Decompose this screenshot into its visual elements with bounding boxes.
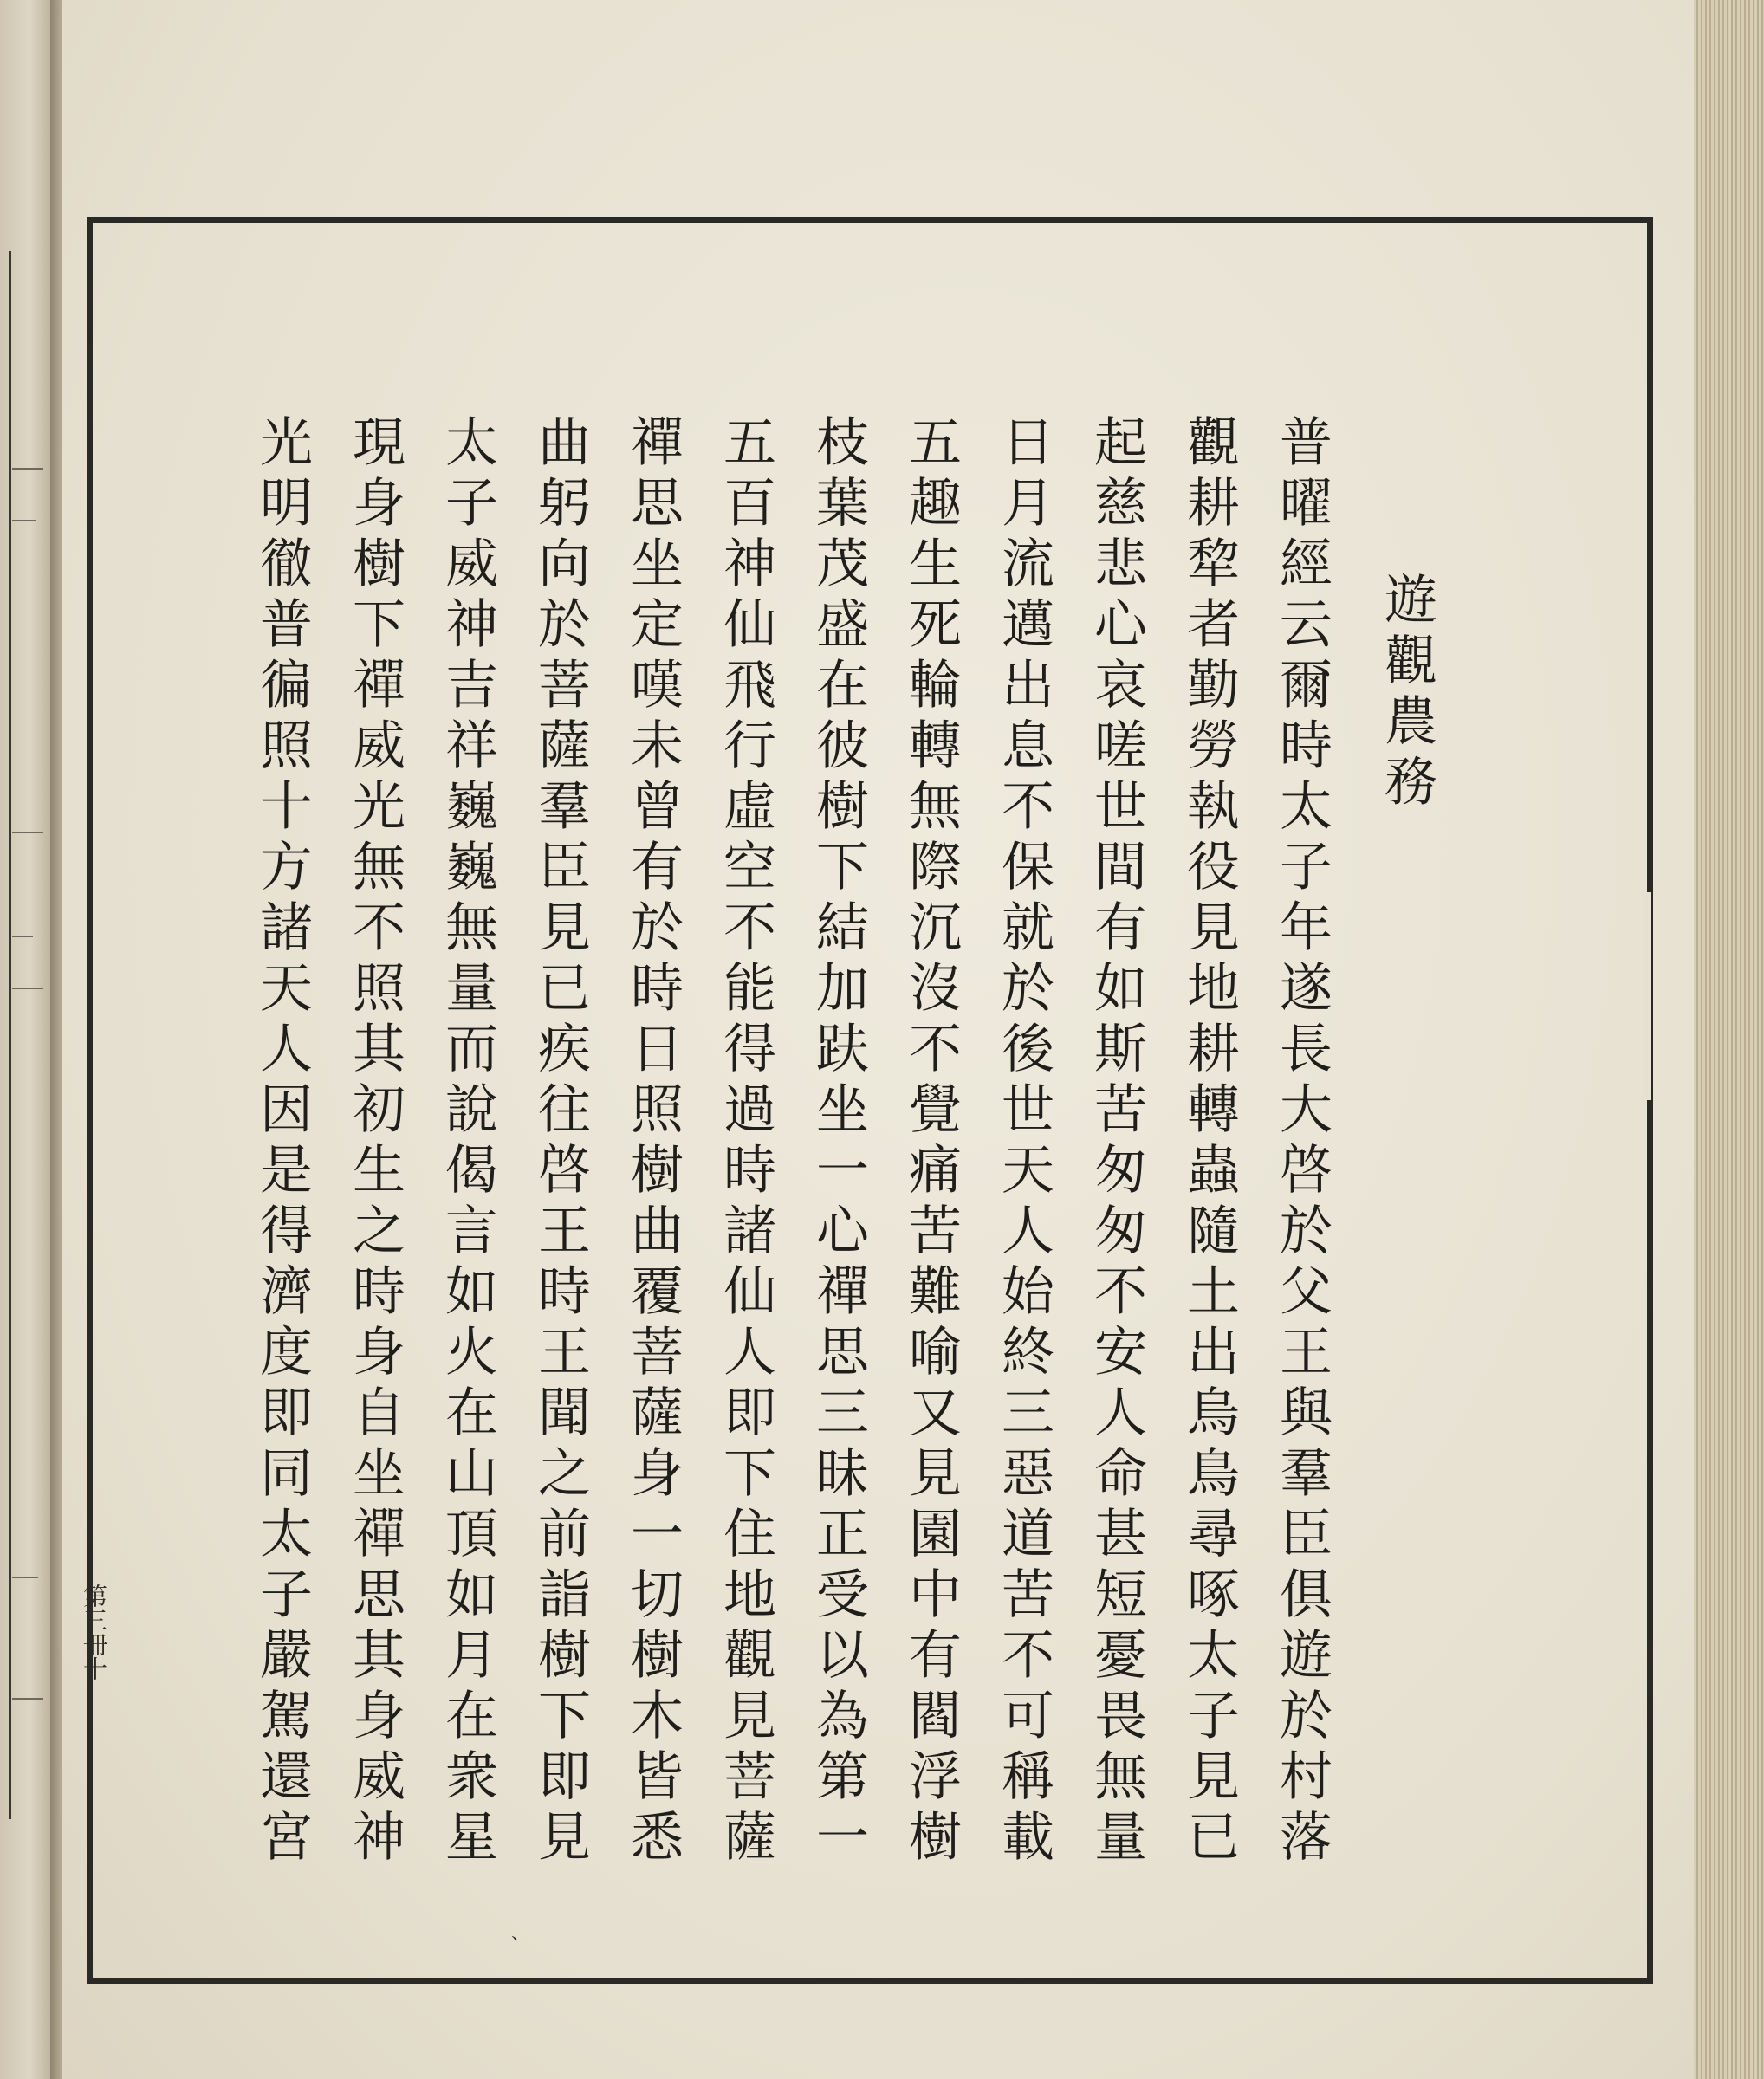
page-edges <box>1694 0 1764 2079</box>
left-page-frame-fragment <box>0 251 11 1819</box>
text-column-12: 光明徹普徧照十方諸天人因是得濟度即同太子嚴駕還宮 <box>251 414 313 1869</box>
left-page-illustration-stroke <box>12 832 43 833</box>
left-page-illustration-stroke <box>12 468 43 470</box>
text-column-8: 禪思坐定嘆未曾有於時日照樹曲覆菩薩身一切樹木皆悉 <box>622 414 684 1869</box>
ink-mark: 、 <box>511 1923 531 1945</box>
section-title: 遊觀農務 <box>1376 572 1437 814</box>
text-column-4: 日月流邁出息不保就於後世天人始終三惡道苦不可稱載 <box>993 414 1054 1869</box>
book-gutter <box>50 0 62 2079</box>
folio-number: 第三冊十 <box>80 1584 108 1681</box>
text-column-10: 太子威神吉祥巍巍無量而說偈言如火在山頂如月在衆星 <box>437 414 498 1869</box>
left-page-illustration-stroke <box>12 1577 38 1578</box>
text-column-5: 五趣生死輪轉無際沉沒不覺痛苦難喻又見園中有閻浮樹 <box>900 414 962 1869</box>
text-column-1: 普曜經云爾時太子年遂長大啓於父王與羣臣俱遊於村落 <box>1271 414 1333 1869</box>
text-column-3: 起慈悲心哀嗟世間有如斯苦匆匆不安人命甚短憂畏無量 <box>1086 414 1147 1869</box>
frame-border-break <box>1642 892 1651 1100</box>
text-column-11: 現身樹下禪威光無不照其初生之時身自坐禪思其身威神 <box>344 414 405 1869</box>
text-column-7: 五百神仙飛行虛空不能得過時諸仙人即下住地觀見菩薩 <box>715 414 776 1869</box>
text-column-6: 枝葉茂盛在彼樹下結加趺坐一心禪思三昧正受以為第一 <box>807 414 869 1869</box>
left-page-illustration-stroke <box>12 936 33 937</box>
left-page-illustration-stroke <box>12 988 43 989</box>
left-page-edge <box>0 0 50 2079</box>
text-column-9: 曲躬向於菩薩羣臣見已疾往啓王時王聞之前詣樹下即見 <box>529 414 591 1869</box>
left-page-illustration-stroke <box>12 1698 43 1700</box>
text-column-2: 觀耕犂者勤勞執役見地耕轉蟲隨土出烏鳥尋啄太子見已 <box>1178 414 1240 1869</box>
left-page-illustration-stroke <box>12 520 36 521</box>
